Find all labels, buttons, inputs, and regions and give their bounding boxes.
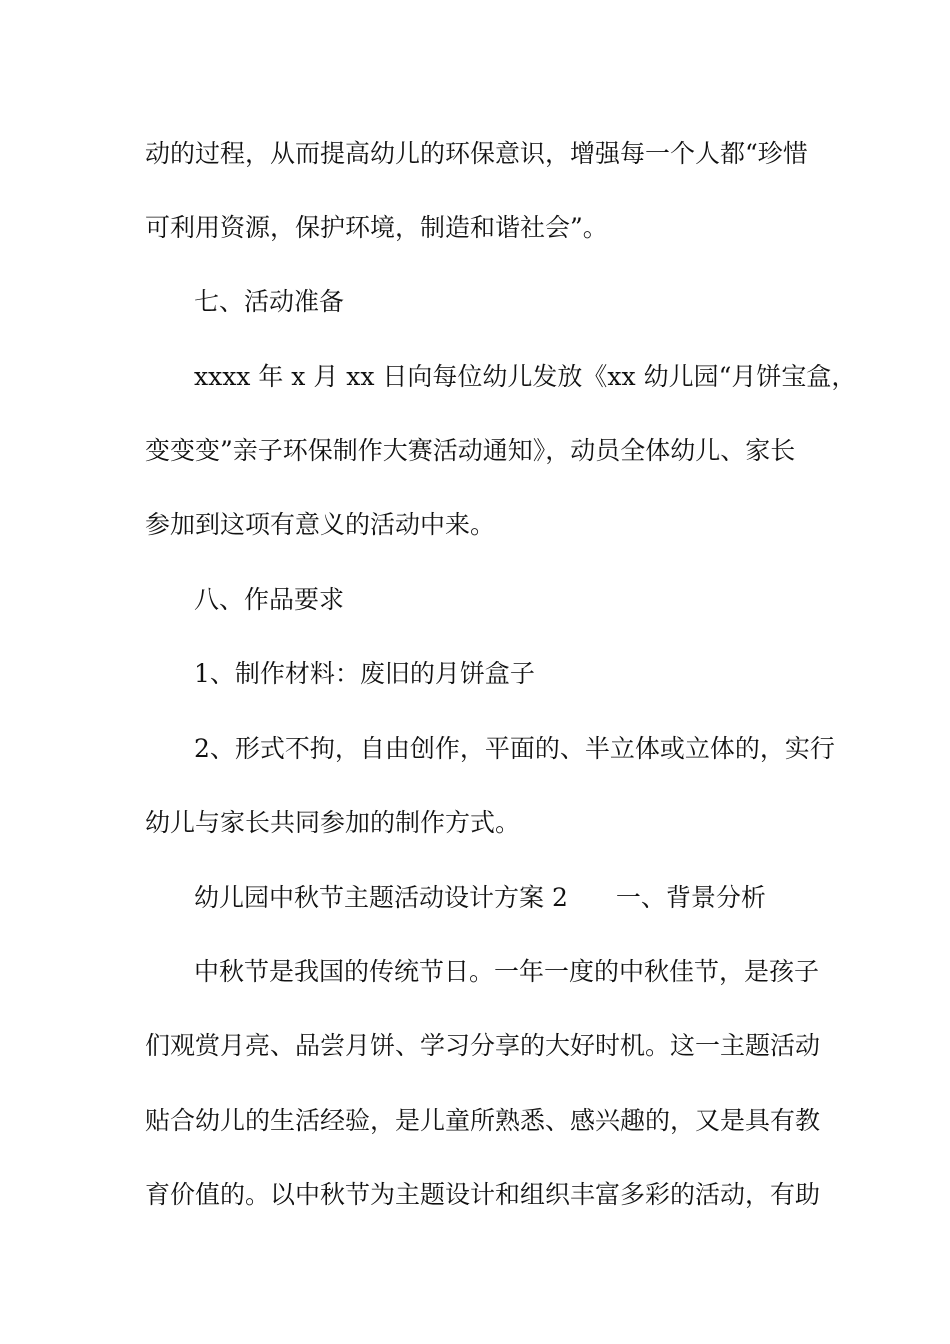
paragraph-line: 育价值的。以中秋节为主题设计和组织丰富多彩的活动，有助 [145,1180,821,1209]
section-heading: 七、活动准备 [194,287,345,316]
list-item: 2、形式不拘，自由创作，平面的、半立体或立体的，实行 [194,734,835,763]
document-title: 幼儿园中秋节主题活动设计方案 2 [194,883,568,912]
list-item: 1、制作材料：废旧的月饼盒子 [194,659,535,688]
document-title-line [0,883,950,913]
paragraph-line: 可利用资源，保护环境，制造和谐社会”。 [145,213,608,242]
section-heading: 八、作品要求 [194,585,345,614]
paragraph-line: 中秋节是我国的传统节日。一年一度的中秋佳节，是孩子 [194,957,820,986]
paragraph-line: 变变变”亲子环保制作大赛活动通知》，动员全体幼儿、家长 [145,436,796,465]
paragraph-line: 贴合幼儿的生活经验，是儿童所熟悉、感兴趣的，又是具有教 [145,1106,821,1135]
paragraph-line: 动的过程，从而提高幼儿的环保意识，增强每一个人都“珍惜 [145,139,808,168]
paragraph-line: xxxx 年 x 月 xx 日向每位幼儿发放《xx 幼儿园“月饼宝盒， [194,362,857,391]
paragraph-line: 们观赏月亮、品尝月饼、学习分享的大好时机。这一主题活动 [145,1031,821,1060]
paragraph-line: 参加到这项有意义的活动中来。 [145,510,496,539]
paragraph-line: 幼儿与家长共同参加的制作方式。 [145,808,521,837]
section-heading: 一、背景分析 [615,883,766,912]
